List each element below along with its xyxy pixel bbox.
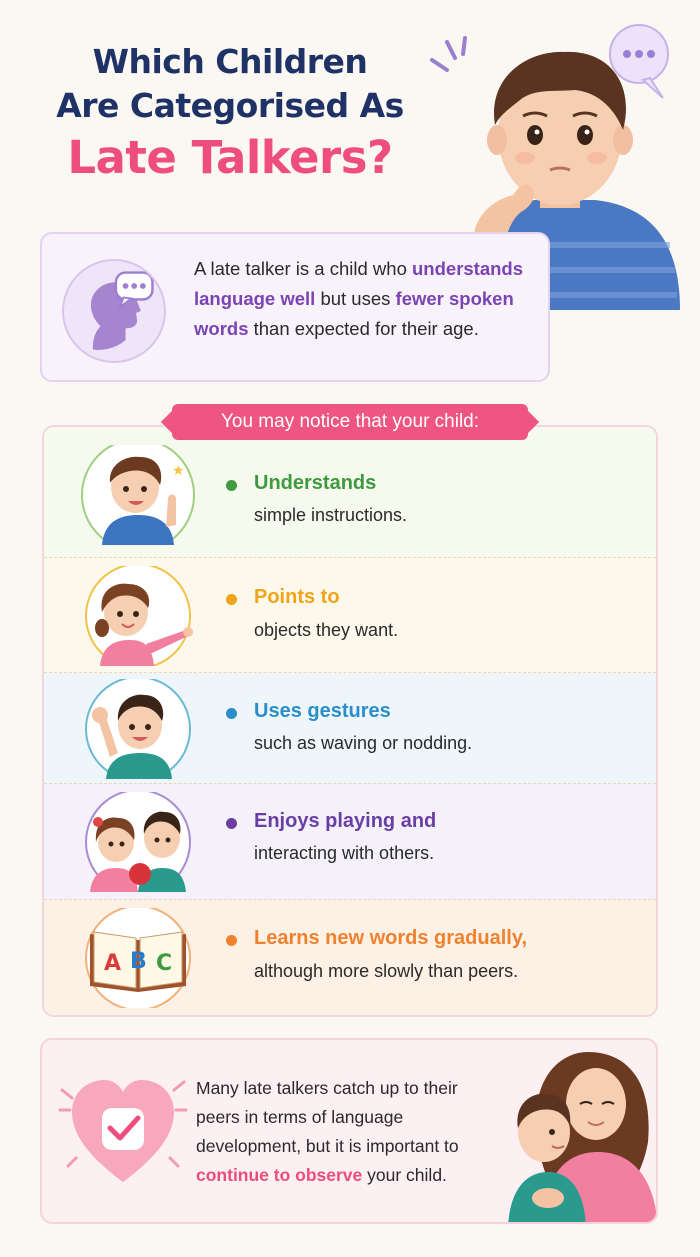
trait-detail: interacting with others. <box>254 843 435 863</box>
title-line-1: Which Children <box>92 42 368 81</box>
definition-prefix: A late talker is a child who <box>194 258 407 279</box>
trait-heading: Understands <box>254 472 377 494</box>
trait-row-playing <box>44 784 656 900</box>
definition-highlight-understands: understands language well <box>194 258 524 309</box>
trait-heading: Learns new words gradually, <box>254 927 528 949</box>
abc-book-illustration <box>80 908 196 1008</box>
speaking-head-icon <box>62 259 166 363</box>
title-accent: Late Talkers? <box>67 131 393 184</box>
trait-row-understands <box>44 427 656 558</box>
footer-text <box>196 1074 496 1190</box>
definition-suffix: than expected for their age. <box>253 318 479 339</box>
traits-list-card <box>42 425 658 1017</box>
notice-banner: You may notice that your child: <box>172 404 528 440</box>
trait-row-new-words <box>44 900 656 1015</box>
definition-highlight-fewer-words: fewer spoken words <box>194 288 514 339</box>
trait-detail: although more slowly than peers. <box>254 961 519 981</box>
trait-bullet <box>226 818 237 829</box>
heart-check-icon <box>58 1070 188 1190</box>
definition-card <box>40 232 550 382</box>
boy-waving-illustration <box>80 679 196 779</box>
definition-text <box>194 254 539 344</box>
trait-heading: Uses gestures <box>254 700 391 722</box>
trait-detail: objects they want. <box>254 620 399 640</box>
book-letter: B <box>130 949 147 974</box>
trait-row-gestures <box>44 673 656 784</box>
svg-text:★: ★ <box>172 462 185 478</box>
definition-middle: but uses <box>320 288 391 309</box>
footer-suffix: your child. <box>367 1165 447 1185</box>
girl-pointing-illustration <box>80 566 196 666</box>
title-line-2: Are Categorised As <box>56 86 404 125</box>
trait-detail: such as waving or nodding. <box>254 733 473 753</box>
footer-highlight: continue to observe <box>196 1165 363 1185</box>
trait-row-points <box>44 558 656 673</box>
trait-detail: simple instructions. <box>254 505 408 525</box>
page-title <box>20 40 440 186</box>
footer-body: Many late talkers catch up to their peers in terms of language development, but it is important to <box>196 1078 459 1156</box>
trait-bullet <box>226 935 237 946</box>
trait-bullet <box>226 594 237 605</box>
mother-hugging-child-illustration <box>468 1038 658 1224</box>
book-letter: A <box>104 951 122 976</box>
trait-bullet <box>226 708 237 719</box>
boy-pointing-up-illustration <box>80 445 196 545</box>
trait-heading: Points to <box>254 586 340 608</box>
trait-heading: Enjoys playing and <box>254 810 437 832</box>
children-playing-illustration <box>80 792 196 892</box>
book-letter: C <box>156 951 173 976</box>
footer-card <box>40 1038 658 1224</box>
trait-bullet <box>226 480 237 491</box>
